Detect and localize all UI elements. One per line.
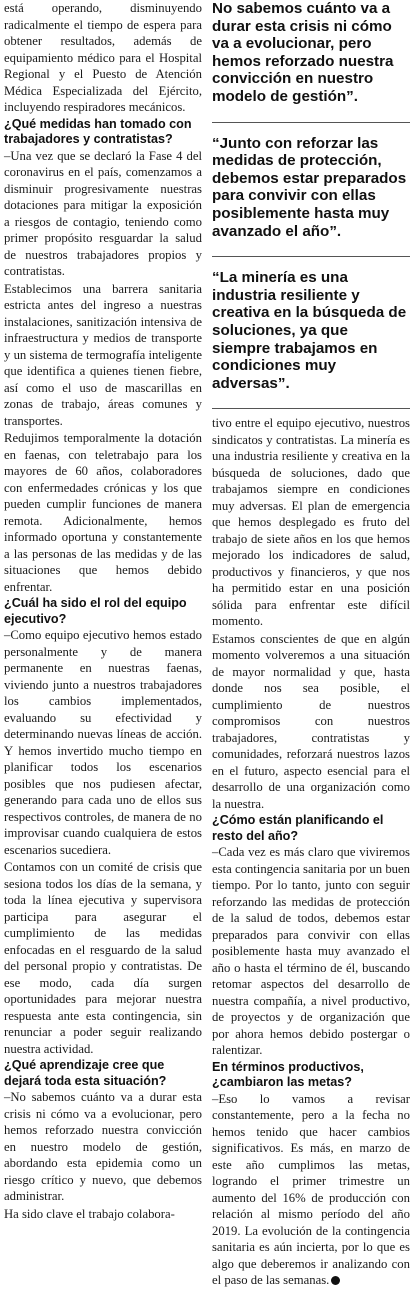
question-heading: ¿Qué aprendizaje cree que dejará toda esta situación?: [4, 1058, 167, 1088]
pull-quote-text: No sabemos cuánto va a durar esta crisis ni cómo va a evolucionar, pero hemos reforzado nuestra convicción en nuestro modelo de gestión”.: [212, 0, 394, 105]
divider: [212, 408, 410, 409]
question-heading: ¿Cómo están planificando el resto del año?: [212, 813, 384, 843]
pull-quote-text: “Junto con reforzar las medidas de protección, debemos estar preparados para convivir con ellas posiblemente hasta muy avanzado el año”.: [212, 134, 407, 240]
paragraph: tivo entre el equipo ejecutivo, nuestros sindicatos y contratistas. La minería es una industria resiliente y creativa en la búsqueda de soluciones, dado que trabajamos siempre en condiciones muy adversas. El plan de emergencia que hemos desplegado es fruto del trabajo de siete años en los que hemos mejorado los indicadores de salud, productivos y financieros, y que nos ha permitido estar en una posición sólida para enfrentar este difícil momento.: [212, 416, 410, 629]
paragraph: Establecimos una barrera sanitaria estricta antes del ingreso a nuestras instalaciones, sanitización intensiva de infraestructura y medios de transporte y un sistema de termografía inteligente que identifica a quienes tienen fiebre, así como el uso de mascarillas en zonas de trabajo, áreas comunes y transportes.: [4, 281, 202, 428]
paragraph: Contamos con un comité de crisis que sesiona todos los días de la semana, y toda la línea ejecutiva y supervisora participa para asegurar el cumplimiento de las medidas enfocadas en el resguardo de la salud del personal propio y contratistas. De ese modo, cada día surgen oportunidades para mejorar nuestra respuesta ante esta contingencia, sin renunciar a poder seguir realizando nuestra actividad.: [4, 860, 202, 1056]
divider: [212, 122, 410, 123]
paragraph: Estamos conscientes de que en algún momento volveremos a una situación de mayor normalidad y que, hasta donde nos sea posible, el cumplimiento de nuestros compromisos con nuestros trabajadores, contratistas y comunidades, reforzará nuestros lazos en el futuro, aspecto esencial para el desarrollo de una organización como la nuestra.: [212, 631, 410, 811]
paragraph: Redujimos temporalmente la dotación en faenas, con teletrabajo para los mayores de 60 años, colaboradores con enfermedades crónicas y los que pueden cumplir funciones de manera remota. Adicionalmente, hemos informado oportuna y constantemente a las personas de las medidas y de las situaciones que hemos debido enfrentar.: [4, 431, 202, 594]
pull-quote-text: “La minería es una industria resiliente y creativa en la búsqueda de soluciones, ya que siempre trabajamos en condiciones muy adversas”.: [212, 269, 407, 392]
question-heading: ¿Qué medidas han tomado con trabajadores y contratistas?: [4, 116, 192, 146]
paragraph: –Cada vez es más claro que viviremos esta contingencia sanitaria por un buen tiempo. Por lo tanto, junto con seguir reforzando las medidas de protección de la salud de todos, debemos estar preparados para convivir con ellas posiblemente hasta muy avanzado el año o hasta el término de él, buscando retomar aspectos del desarrollo de nuestra compañía, a nivel productivo, de proyectos y de organización que por ahora hemos debido postergar o ralentizar.: [212, 845, 410, 1058]
paragraph: –Como equipo ejecutivo hemos estado personalmente y de manera permanente en nuestras faenas, viviendo junto a nuestros trabajadores los cambios implementados, evaluando su efectividad y determinando nuevas líneas de acción. Y hemos invertido mucho tiempo en planificar todos los escenarios posibles que nos pudiesen afectar, generando para cada uno de ellos sus respectivos controles, de manera de no improvisar cuando cualquiera de estos escenarios sucediera.: [4, 628, 202, 857]
paragraph-text: –Eso lo vamos a revisar constantemente, pero a la fecha no hemos tenido que hacer cambios significativos. Es más, en marzo de este año cumplimos las metas, logrando el primer trimestre un aumento del 16% de producción con relación al mismo período del año 2019. La evolución de la contingencia sanitaria es aún incierta, por lo que es algo que deberemos ir analizando con el paso de las semanas.: [212, 1091, 410, 1288]
question-heading: En términos productivos, ¿cambiaron las metas?: [212, 1059, 364, 1090]
question-heading: ¿Cuál ha sido el rol del equipo ejecutivo?: [4, 596, 187, 626]
paragraph: está operando, disminuyendo radicalmente el tiempo de espera para obtener resultados, además de equipamiento médico para el Hospital Regional y el Puesto de Atención Médica Especializada del Ejército, incluyendo respiradores mecánicos.: [4, 1, 202, 114]
paragraph: Ha sido clave el trabajo colabora-: [4, 1206, 175, 1221]
paragraph: –Una vez que se declaró la Fase 4 del coronavirus en el país, comenzamos a disminuir progresivamente nuestras dotaciones para mitigar la exposición a riesgos de contagio, teniendo como primer propósito resguardar la salud de nuestros trabajadores propios y contratistas.: [4, 148, 202, 278]
pull-quote: [212, 0, 410, 114]
paragraph: –No sabemos cuánto va a durar esta crisis ni cómo va a evolucionar, pero hemos reforzado nuestra convicción en nuestro modelo de gestión, abordando esta epidemia como un riesgo crítico y nuevo, que debemos administrar.: [4, 1090, 202, 1203]
article-column-left: [4, 0, 202, 1222]
paragraph: [212, 1091, 410, 1289]
divider: [212, 256, 410, 257]
end-of-article-icon: [331, 1276, 340, 1285]
article-column-right: [212, 0, 410, 1289]
pull-quote: [212, 135, 410, 249]
pull-quote: [212, 269, 410, 400]
